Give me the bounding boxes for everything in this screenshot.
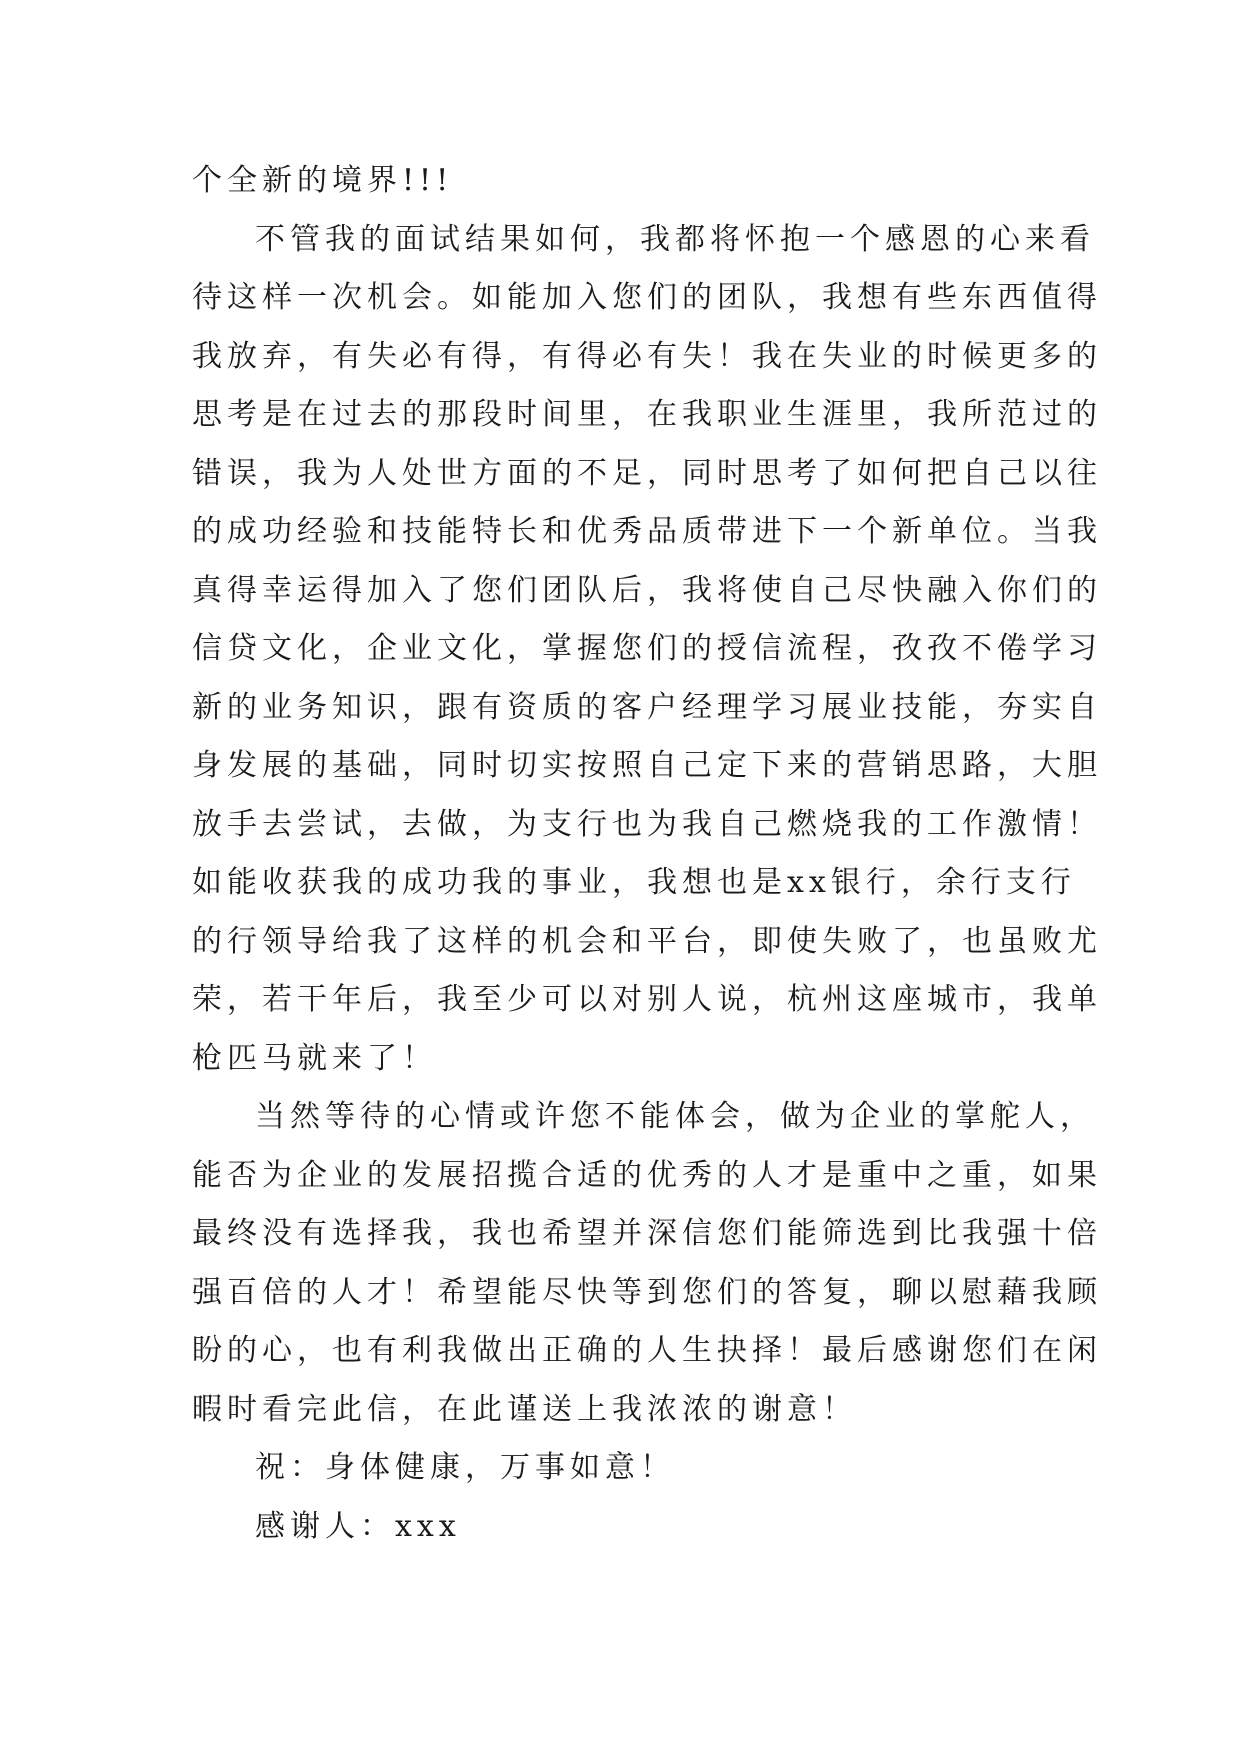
text-line: 盼的心，也有利我做出正确的人生抉择！最后感谢您们在闲 [192,1333,1102,1368]
text-line: 信贷文化，企业文化，掌握您们的授信流程，孜孜不倦学习 [192,631,1102,666]
closing-wish: 祝：身体健康，万事如意！ [255,1450,675,1485]
text-line: 思考是在过去的那段时间里，在我职业生涯里，我所范过的 [192,397,1102,432]
text-line: 荣，若干年后，我至少可以对别人说，杭州这座城市，我单 [192,982,1102,1017]
paragraph-start-line: 当然等待的心情或许您不能体会，做为企业的掌舵人， [255,1099,1095,1134]
text-line: 的成功经验和技能特长和优秀品质带进下一个新单位。当我 [192,514,1102,549]
text-line: 真得幸运得加入了您们团队后，我将使自己尽快融入你们的 [192,572,1102,608]
text-line: 枪匹马就来了！ [192,1040,437,1076]
text-line: 待这样一次机会。如能加入您们的团队，我想有些东西值得 [192,280,1102,315]
text-line: 的行领导给我了这样的机会和平台，即使失败了，也虽败尤 [192,923,1102,959]
text-line: 错误，我为人处世方面的不足，同时思考了如何把自己以往 [192,455,1102,491]
signature-line: 感谢人：xxx [255,1508,461,1544]
text-line: 强百倍的人才！希望能尽快等到您们的答复，聊以慰藉我顾 [192,1274,1102,1310]
paragraph-start-line: 不管我的面试结果如何，我都将怀抱一个感恩的心来看 [255,221,1095,257]
text-line: 新的业务知识，跟有资质的客户经理学习展业技能，夯实自 [192,689,1102,725]
text-line: 暇时看完此信，在此谨送上我浓浓的谢意！ [192,1391,857,1427]
text-line: 最终没有选择我，我也希望并深信您们能筛选到比我强十倍 [192,1216,1102,1251]
text-line: 身发展的基础，同时切实按照自己定下来的营销思路，大胆 [192,748,1102,783]
text-line: 我放弃，有失必有得，有得必有失！我在失业的时候更多的 [192,338,1102,374]
letter-body [192,152,1102,1556]
text-line: 个全新的境界!!! [192,163,454,198]
text-line: 放手去尝试，去做，为支行也为我自己燃烧我的工作激情！ [192,806,1102,842]
text-line: 如能收获我的成功我的事业，我想也是xx银行，余行支行 [192,865,1076,900]
text-line: 能否为企业的发展招揽合适的优秀的人才是重中之重，如果 [192,1157,1102,1193]
